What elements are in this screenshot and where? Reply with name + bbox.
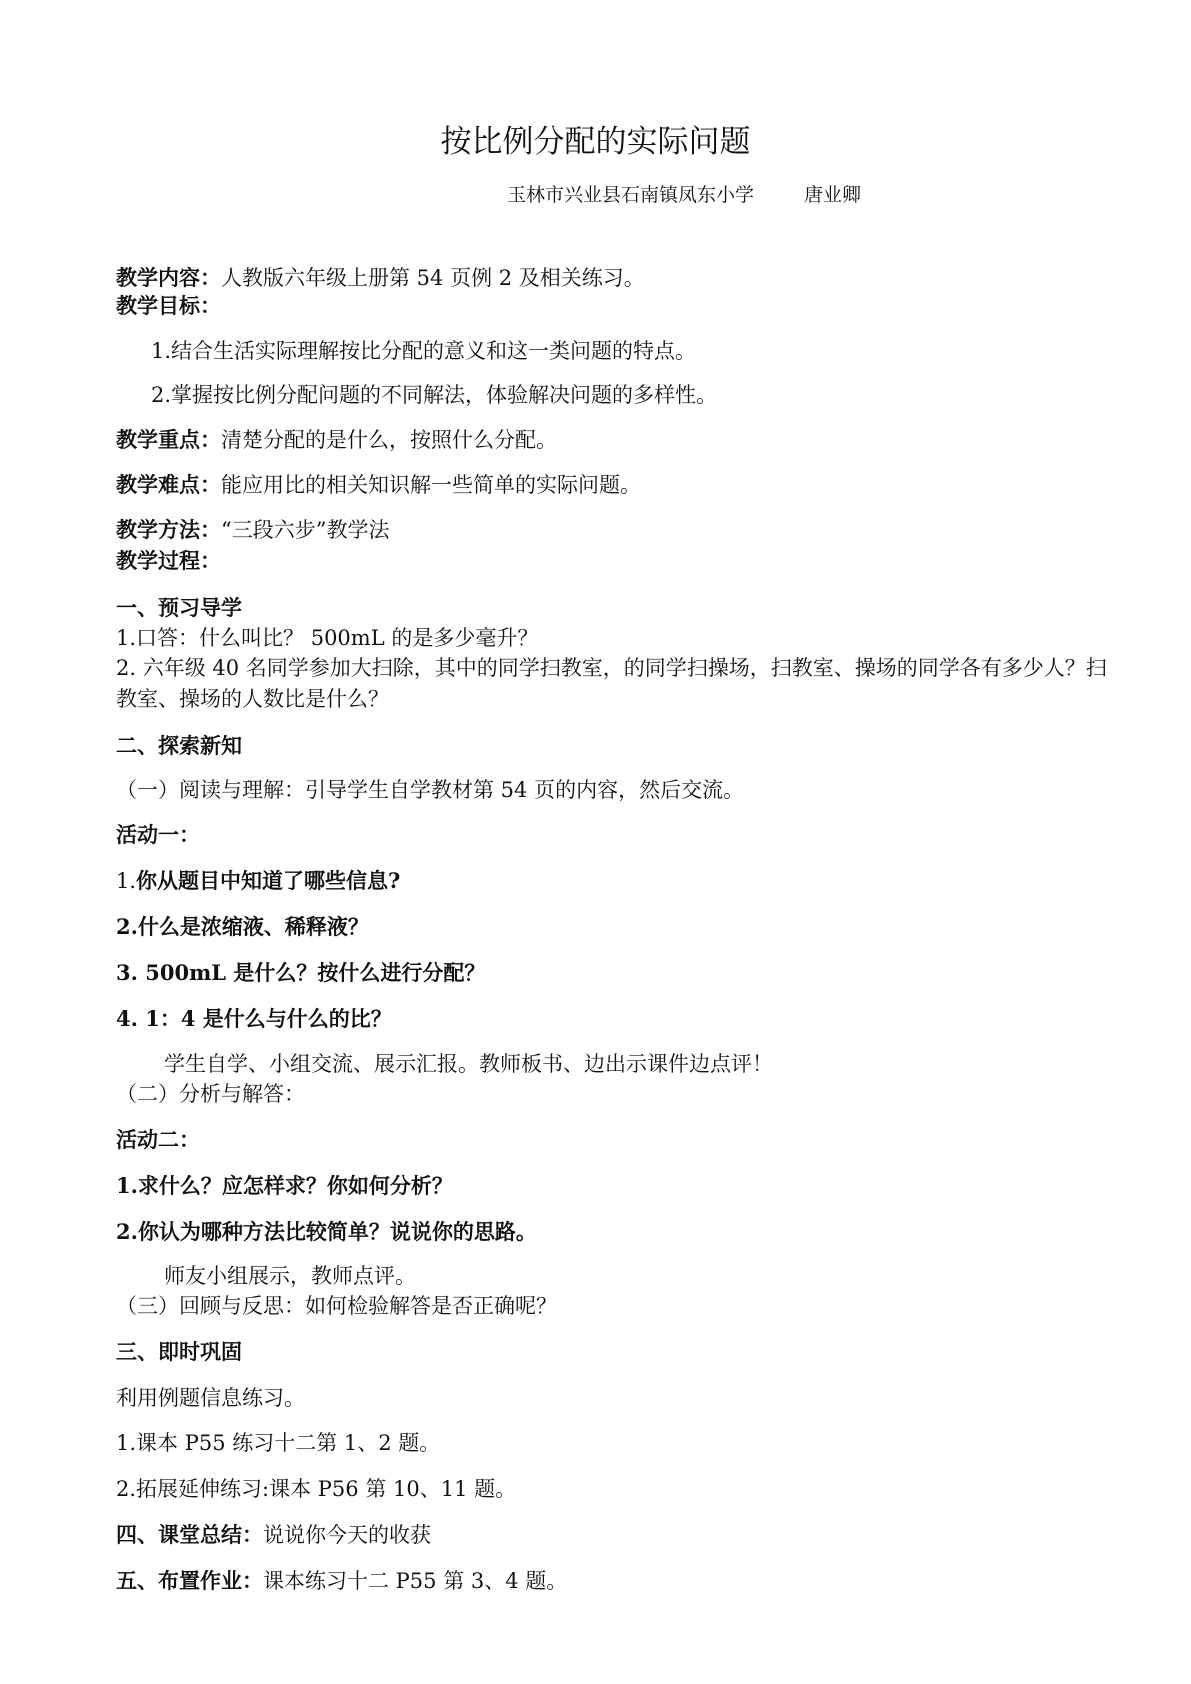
activity-2-question-2: 2.你认为哪种方法比较简单？说说你的思路。 <box>116 1219 537 1244</box>
document-title: 按比例分配的实际问题 <box>440 124 751 160</box>
section-3-intro: 利用例题信息练习。 <box>116 1386 305 1410</box>
section-1-heading: 一、预习导学 <box>116 595 242 620</box>
teaching-key-point <box>116 425 557 455</box>
method-text: “三段六步”教学法 <box>221 518 390 542</box>
activity-1-question-4: 4. 1：4 是什么与什么的比？ <box>116 1006 392 1031</box>
activity-2-question-1: 1.求什么？应怎样求？你如何分析？ <box>116 1173 453 1198</box>
school-name: 玉林市兴业县石南镇凤东小学 <box>507 184 755 206</box>
teaching-content-label: 教学内容： <box>116 265 221 290</box>
section-2-heading: 二、探索新知 <box>116 733 242 758</box>
activity-1-label: 活动一： <box>116 822 200 847</box>
section-1-question-2: 2. 六年级 40 名同学参加大扫除，其中的同学扫教室，的同学扫操场，扫教室、操场的同学各有多少人？扫教室、操场的人数比是什么？ <box>116 656 1107 711</box>
teaching-process-label: 教学过程： <box>116 548 221 573</box>
key-point-text: 清楚分配的是什么，按照什么分配。 <box>221 428 557 452</box>
section-3-exercise-2: 2.拓展延伸练习:课本 P56 第 10、11 题。 <box>116 1477 517 1501</box>
section-3-exercise-1: 1.课本 P55 练习十二第 1、2 题。 <box>116 1431 441 1455</box>
teaching-method <box>116 515 389 545</box>
activity-1-question-1-text: 你从题目中知道了哪些信息? <box>136 868 401 893</box>
difficulty-label: 教学难点： <box>116 472 221 497</box>
activity-1-question-2: 2.什么是浓缩液、稀释液？ <box>116 914 369 939</box>
byline <box>507 182 861 208</box>
teaching-difficulty <box>116 470 641 500</box>
key-point-label: 教学重点： <box>116 427 221 452</box>
section-2-part-2: （二）分析与解答： <box>116 1082 305 1106</box>
method-label: 教学方法： <box>116 517 221 542</box>
section-4-label: 四、课堂总结： <box>116 1522 263 1547</box>
section-2-part-3: （三）回顾与反思：如何检验解答是否正确呢？ <box>116 1294 557 1318</box>
section-5-homework <box>116 1566 567 1596</box>
section-5-text: 课本练习十二 P55 第 3、4 题。 <box>263 1569 568 1593</box>
activity-1-note: 学生自学、小组交流、展示汇报。教师板书、边出示课件边点评！ <box>164 1052 773 1076</box>
teaching-content-text: 人教版六年级上册第 54 页例 2 及相关练习。 <box>221 266 645 290</box>
goal-item-2: 2.掌握按比例分配问题的不同解法，体验解决问题的多样性。 <box>151 383 718 407</box>
activity-1-question-3: 3. 500mL 是什么？按什么进行分配？ <box>116 960 486 985</box>
section-5-label: 五、布置作业： <box>116 1568 263 1593</box>
activity-1-question-1-number: 1. <box>116 869 137 893</box>
section-4-summary <box>116 1520 431 1550</box>
teaching-goals-label: 教学目标： <box>116 293 221 318</box>
difficulty-text: 能应用比的相关知识解一些简单的实际问题。 <box>221 473 641 497</box>
activity-2-label: 活动二： <box>116 1127 200 1152</box>
section-3-heading: 三、即时巩固 <box>116 1339 242 1364</box>
teaching-content <box>116 263 645 293</box>
activity-1-question-1 <box>116 866 400 896</box>
goal-item-1: 1.结合生活实际理解按比分配的意义和这一类问题的特点。 <box>151 339 697 363</box>
section-4-text: 说说你今天的收获 <box>263 1523 431 1547</box>
section-2-part-1: （一）阅读与理解：引导学生自学教材第 54 页的内容，然后交流。 <box>116 778 745 802</box>
section-1-question-1: 1.口答：什么叫比？ 500mL 的是多少毫升？ <box>116 626 539 650</box>
author-name: 唐业卿 <box>804 184 862 206</box>
activity-2-note: 师友小组展示，教师点评。 <box>164 1264 416 1288</box>
